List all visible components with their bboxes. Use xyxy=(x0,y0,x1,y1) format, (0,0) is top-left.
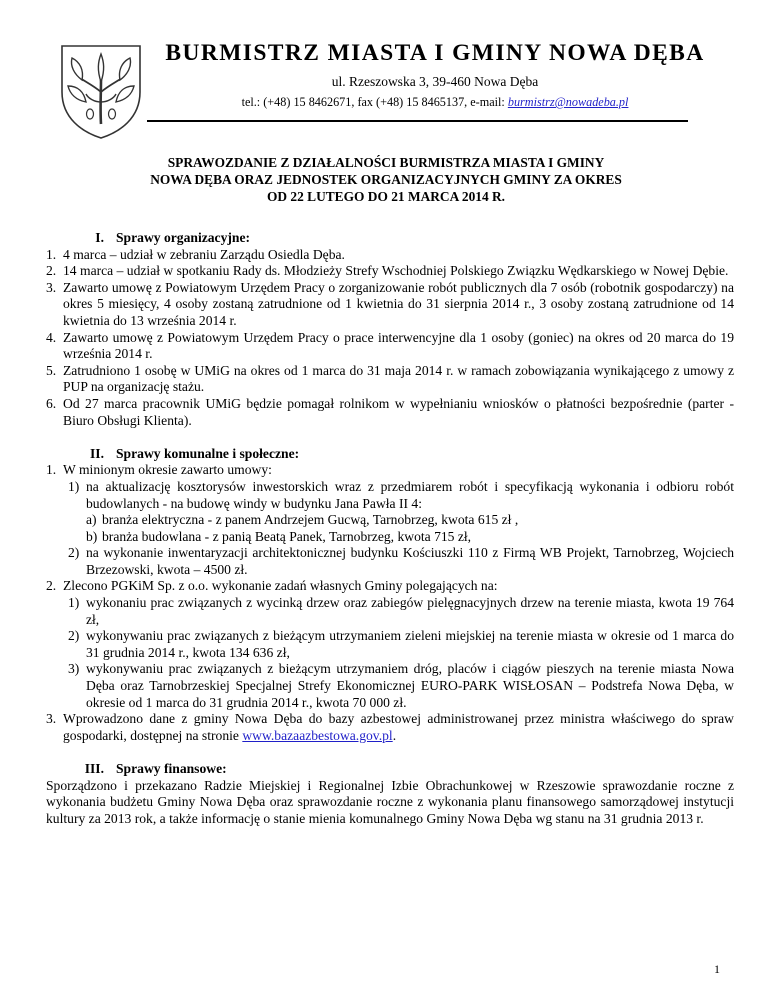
list-number: 3) xyxy=(68,661,80,677)
list-item-text: wykonywaniu prac związanych z bieżącym utrzymaniem zieleni miejskiej na terenie miasta w okresie od 1 marca do 31 grudnia 2014 r., kwota 134 636 zł, xyxy=(86,628,734,660)
list-number: 3. xyxy=(46,279,57,295)
sublist-item xyxy=(46,595,734,628)
list-item-text: Wprowadzono dane z gminy Nowa Dęba do bazy azbestowej administrowanej przez ministra właściwego do spraw gospodarki, dostępnej na stronie xyxy=(63,711,734,743)
list-item-text: Zawarto umowę z Powiatowym Urzędem Pracy o zorganizowanie robót publicznych dla 7 osób (robotnik gospodarczy) na okres 5 miesięcy, 4 osoby zostaną zatrudnione od 1 kwietnia do 31 sierpnia 2014 r., 3 osoby zostaną zatrudnione od 14 kwietnia do 13 września 2014 r. xyxy=(63,279,734,328)
list-letter: a) xyxy=(86,512,97,528)
list-number: 4. xyxy=(46,329,57,345)
list-number: 3. xyxy=(46,711,57,727)
sub-sublist-item xyxy=(46,512,734,529)
list-item-text: Zatrudniono 1 osobę w UMiG na okres od 1 marca do 31 maja 2014 r. w ramach zobowiązania wynikającego z umowy z PUP na organizację stażu. xyxy=(63,362,734,395)
section-numeral: II. xyxy=(90,445,104,461)
sublist-item xyxy=(46,479,734,512)
section-organizational xyxy=(46,230,734,429)
header-address: ul. Rzeszowska 3, 39-460 Nowa Dęba xyxy=(331,74,539,89)
list-item-text: W minionym okresie zawarto umowy: xyxy=(63,462,272,478)
section-heading-text: Sprawy komunalne i społeczne: xyxy=(116,445,300,461)
list-item xyxy=(46,711,734,744)
section-heading-text: Sprawy finansowe: xyxy=(116,761,227,776)
section-heading xyxy=(46,761,734,778)
list-item xyxy=(46,363,734,396)
sentence-end: . xyxy=(392,727,397,743)
list-letter: b) xyxy=(86,528,98,544)
list-number: 2. xyxy=(46,263,57,279)
sublist-item xyxy=(46,661,734,711)
header-divider xyxy=(147,120,688,122)
list-item-text: na wykonanie inwentaryzacji architektonicznej budynku Kościuszki 110 z Firmą WB Projekt, Tarnobrzeg, Wojciech Brzezowski, kwota – 4500 zł. xyxy=(86,545,734,577)
communal-list xyxy=(46,711,734,744)
list-number: 1) xyxy=(68,595,80,611)
list-item xyxy=(46,247,734,264)
sub-sublist xyxy=(46,512,734,545)
list-item xyxy=(46,280,734,330)
list-item xyxy=(46,396,734,429)
report-title-line-1: SPRAWOZDANIE Z DZIAŁALNOŚCI BURMISTRZA MIASTA I GMINY xyxy=(167,155,605,170)
list-item xyxy=(46,263,734,280)
list-item-text: wykonaniu prac związanych z wycinką drzew oraz zabiegów pielęgnacyjnych drzew na terenie miasta, kwota 19 764 zł, xyxy=(86,595,734,627)
list-item-text: Od 27 marca pracownik UMiG będzie pomagał rolnikom w wypełnianiu wniosków o płatności bezpośrednie (parter - Biuro Obsługi Klienta). xyxy=(63,395,734,428)
list-number: 5. xyxy=(46,362,57,378)
organizational-list xyxy=(46,247,734,430)
list-item xyxy=(46,330,734,363)
sublist-item xyxy=(46,628,734,661)
header-title: BURMISTRZ MIASTA I GMINY NOWA DĘBA xyxy=(165,40,705,66)
list-item-text: branża budowlana - z panią Beatą Panek, Tarnobrzeg, kwota 715 zł, xyxy=(102,528,472,544)
list-item-text: Zlecono PGKiM Sp. z o.o. wykonanie zadań własnych Gminy polegających na: xyxy=(63,578,498,594)
list-number: 6. xyxy=(46,395,57,411)
financial-paragraph: Sporządzono i przekazano Radzie Miejskiej i Regionalnej Izbie Obrachunkowej w Rzeszowie sprawozdanie roczne z wykonania budżetu Gminy Nowa Dęba oraz sprawozdanie roczne z wykonania planu finansowego samorządowej instytucji kultury za 2013 rok, a także informację o stanie mienia komunalnego Gminy Nowa Dęba wg stanu na 31 grudnia 2013 r. xyxy=(46,777,734,826)
communal-list xyxy=(46,578,734,595)
report-title xyxy=(90,154,682,205)
section-communal xyxy=(46,446,734,745)
list-number: 2) xyxy=(68,628,80,644)
header-contact xyxy=(155,95,715,110)
list-number: 1) xyxy=(68,478,80,494)
communal-list xyxy=(46,462,734,479)
report-title-line-3: OD 22 LUTEGO DO 21 MARCA 2014 R. xyxy=(266,189,506,204)
section-numeral: I. xyxy=(95,230,104,245)
list-number: 1. xyxy=(46,462,57,478)
list-number: 2. xyxy=(46,578,57,594)
contact-phone-fax: tel.: (+48) 15 8462671, fax (+48) 15 8465137, e-mail: xyxy=(241,95,508,109)
coat-of-arms-icon xyxy=(56,40,146,140)
sublist xyxy=(46,595,734,711)
asbestos-database-link[interactable]: www.bazaazbestowa.gov.pl xyxy=(242,727,393,743)
page-number: 1 xyxy=(714,962,720,976)
list-item-text: na aktualizację kosztorysów inwestorskich wraz z przedmiarem robót i specyfikacją wykonania i odbioru robót budowlanych - na budowę windy w budynku Jana Pawła II 4: xyxy=(86,478,734,511)
email-link[interactable]: burmistrz@nowadeba.pl xyxy=(507,95,629,109)
list-item xyxy=(46,578,734,595)
sublist xyxy=(46,545,734,578)
report-title-line-2: NOWA DĘBA ORAZ JEDNOSTEK ORGANIZACYJNYCH GMINY ZA OKRES xyxy=(150,172,622,187)
sublist-item xyxy=(46,545,734,578)
list-item-text: 14 marca – udział w spotkaniu Rady ds. Młodzieży Strefy Wschodniej Polskiego Związku Wędkarskiego w Nowej Dębie. xyxy=(63,263,729,279)
section-heading xyxy=(46,230,734,247)
list-item-text: branża elektryczna - z panem Andrzejem Gucwą, Tarnobrzeg, kwota 615 zł , xyxy=(102,512,519,528)
list-number: 1. xyxy=(46,246,57,262)
list-item xyxy=(46,462,734,479)
section-heading xyxy=(46,446,734,463)
list-item-text: wykonywaniu prac związanych z bieżącym utrzymaniem dróg, placów i ciągów pieszych na terenie miasta Nowa Dęba oraz Tarnobrzeskiej Specjalnej Strefy Ekonomicznej EURO-PARK WISŁOSAN – Podstrefa Nowa Dęba, w okresie od 1 marca do 31 grudnia 2014 r., kwota 70 000 zł. xyxy=(86,661,734,710)
list-number: 2) xyxy=(68,545,80,561)
section-heading-text: Sprawy organizacyjne: xyxy=(116,230,251,245)
report-body xyxy=(46,230,734,844)
list-item-text: 4 marca – udział w zebraniu Zarządu Osiedla Dęba. xyxy=(63,246,345,262)
section-numeral: III. xyxy=(84,761,104,776)
section-financial xyxy=(46,761,734,827)
list-item-text: Zawarto umowę z Powiatowym Urzędem Pracy o prace interwencyjne dla 1 osoby (goniec) na okres od 20 marca do 19 września 2014 r. xyxy=(63,329,734,362)
sublist xyxy=(46,479,734,512)
sub-sublist-item xyxy=(46,529,734,546)
